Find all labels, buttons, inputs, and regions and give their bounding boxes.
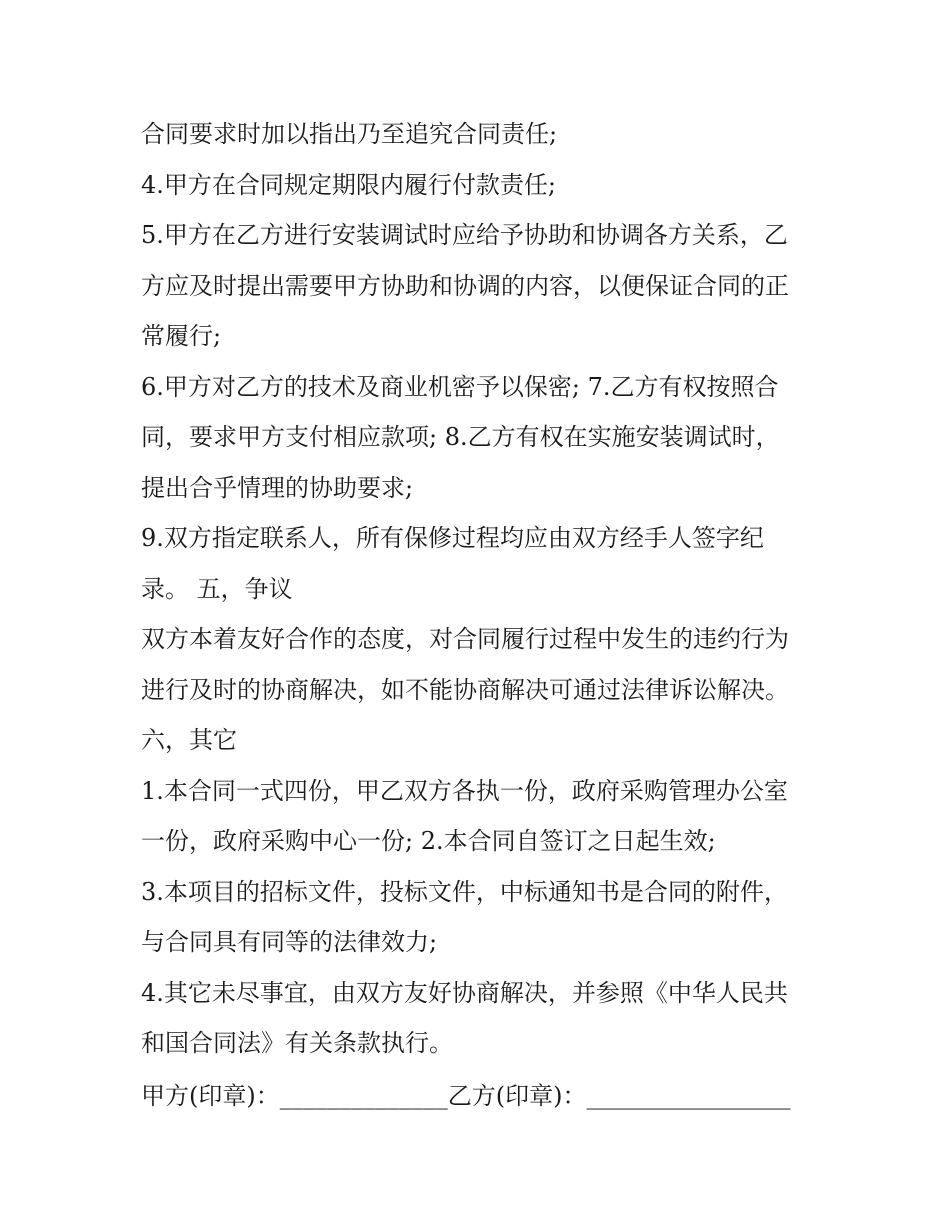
text-line: 方应及时提出需要甲方协助和协调的内容，以便保证合同的正 bbox=[141, 271, 789, 300]
text-line: 一份，政府采购中心一份; 2.本合同自签订之日起生效; bbox=[141, 827, 716, 855]
text-line: 3.本项目的招标文件，投标文件，中标通知书是合同的附件， bbox=[141, 877, 788, 906]
contract-body bbox=[141, 109, 831, 1121]
text-line: 提出合乎情理的协助要求; bbox=[141, 473, 414, 502]
signature-line: 甲方(印章)：______________乙方(印章)：_________________ bbox=[141, 1081, 791, 1110]
text-line: 进行及时的协商解决，如不能协商解决可通过法律诉讼解决。 bbox=[141, 675, 789, 704]
text-line: 5.甲方在乙方进行安装调试时应给予协助和协调各方关系，乙 bbox=[141, 221, 788, 249]
text-line: 录。 五，争议 bbox=[141, 574, 293, 603]
section-heading: 六，其它 bbox=[141, 726, 237, 754]
text-line: 6.甲方对乙方的技术及商业机密予以保密; 7.乙方有权按照合 bbox=[141, 372, 779, 401]
text-line: 合同要求时加以指出乃至追究合同责任; bbox=[141, 120, 558, 148]
text-line: 常履行; bbox=[141, 322, 222, 350]
text-line: 4.甲方在合同规定期限内履行付款责任; bbox=[141, 170, 556, 199]
text-line: 同，要求甲方支付相应款项; 8.乙方有权在实施安装调试时， bbox=[141, 423, 780, 451]
text-line: 4.其它未尽事宜，由双方友好协商解决，并参照《中华人民共 bbox=[141, 978, 788, 1007]
text-line: 与合同具有同等的法律效力; bbox=[141, 928, 438, 956]
text-line: 9.双方指定联系人，所有保修过程均应由双方经手人签字纪 bbox=[141, 524, 764, 552]
text-line: 和国合同法》有关条款执行。 bbox=[141, 1029, 453, 1057]
text-line: 双方本着友好合作的态度，对合同履行过程中发生的违约行为 bbox=[141, 625, 789, 653]
text-line: 1.本合同一式四份，甲乙双方各执一份，政府采购管理办公室 bbox=[141, 776, 788, 805]
